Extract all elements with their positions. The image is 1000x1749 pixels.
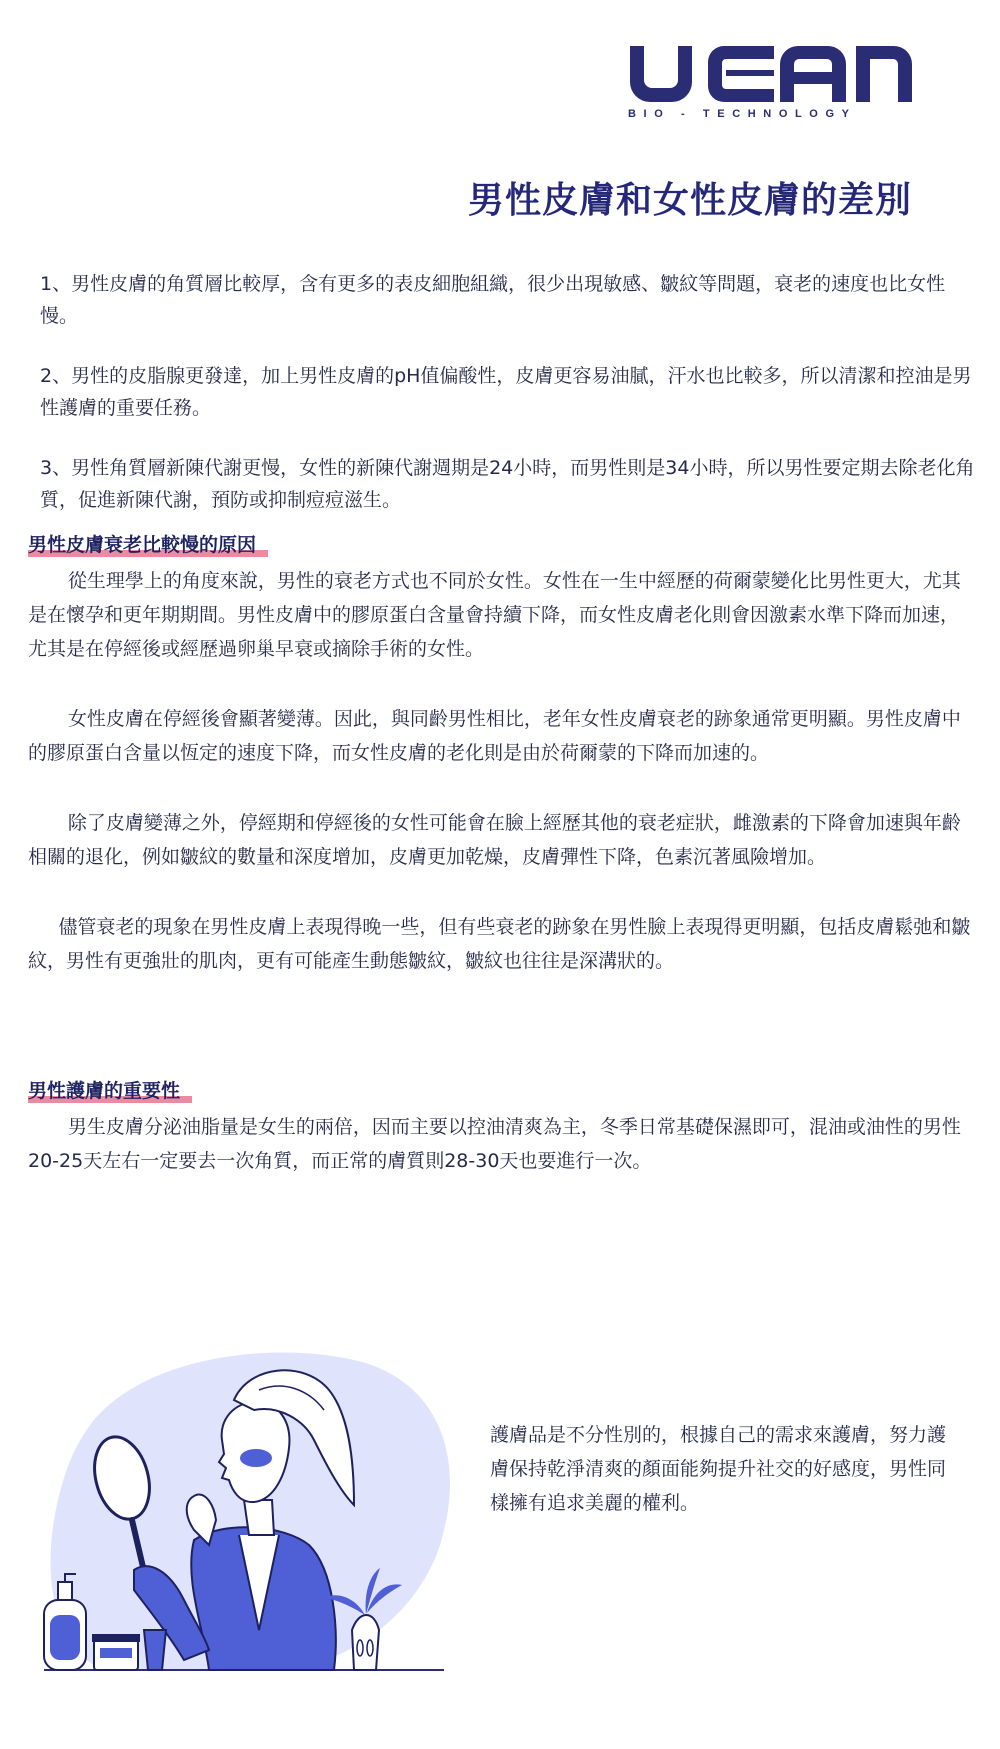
aging-paragraph-3: 除了皮膚變薄之外，停經期和停經後的女性可能會在臉上經歷其他的衰老症狀，雌激素的下降會加速與年齡相關的退化，例如皺紋的數量和深度增加，皮膚更加乾燥，皮膚彈性下降，色素沉著風險增加。 <box>28 812 961 868</box>
skincare-illustration <box>34 1330 454 1710</box>
section-care <box>28 1078 973 1178</box>
section-care-heading: 男性護膚的重要性 <box>28 1078 192 1104</box>
section-care-body <box>28 1110 973 1178</box>
intro-point-2: 2、男性的皮脂腺更發達，加上男性皮膚的pH值偏酸性，皮膚更容易油膩，汗水也比較多，所以清潔和控油是男性護膚的重要任務。 <box>40 365 972 419</box>
aging-paragraph-4: 儘管衰老的現象在男性皮膚上表現得晚一些，但有些衰老的跡象在男性臉上表現得更明顯，包括皮膚鬆弛和皺紋，男性有更強壯的肌肉，更有可能產生動態皺紋，皺紋也往往是深溝狀的。 <box>28 916 971 972</box>
cream-jar-icon <box>92 1634 140 1670</box>
section-aging <box>28 532 973 978</box>
section-aging-heading: 男性皮膚衰老比較慢的原因 <box>28 532 268 558</box>
woman-mirror-illustration <box>34 1330 454 1710</box>
aging-paragraph-1: 從生理學上的角度來說，男性的衰老方式也不同於女性。女性在一生中經歷的荷爾蒙變化比男性更大，尤其是在懷孕和更年期期間。男性皮膚中的膠原蛋白含量會持續下降，而女性皮膚老化則會因激素水準下降而加速，尤其是在停經後或經歷過卵巢早衰或摘除手術的女性。 <box>28 570 961 660</box>
closing-paragraph: 護膚品是不分性別的，根據自己的需求來護膚，努力護膚保持乾淨清爽的顏面能夠提升社交的好感度，男性同樣擁有追求美麗的權利。 <box>490 1424 947 1514</box>
brand-tagline: BIO - TECHNOLOGY <box>628 108 857 120</box>
aging-paragraph-2: 女性皮膚在停經後會顯著變薄。因此，與同齡男性相比，老年女性皮膚衰老的跡象通常更明顯。男性皮膚中的膠原蛋白含量以恆定的速度下降，而女性皮膚的老化則是由於荷爾蒙的下降而加速的。 <box>28 708 961 764</box>
care-paragraph-1: 男生皮膚分泌油脂量是女生的兩倍，因而主要以控油清爽為主，冬季日常基礎保濕即可，混油或油性的男性20-25天左右一定要去一次角質，而正常的膚質則28-30天也要進行一次。 <box>28 1116 961 1172</box>
intro-point-1: 1、男性皮膚的角質層比較厚，含有更多的表皮細胞組織，很少出現敏感、皺紋等問題，衰老的速度也比女性慢。 <box>40 273 946 327</box>
page-title: 男性皮膚和女性皮膚的差別 <box>467 180 912 221</box>
intro-list <box>40 268 975 544</box>
section-aging-body <box>28 564 973 978</box>
ucan-logo-mark <box>628 46 913 104</box>
intro-point-3: 3、男性角質層新陳代謝更慢，女性的新陳代謝週期是24小時，而男性則是34小時，所以男性要定期去除老化角質，促進新陳代謝，預防或抑制痘痘滋生。 <box>40 457 975 511</box>
cream-tube-icon <box>144 1630 166 1670</box>
brand-logo <box>628 46 913 126</box>
